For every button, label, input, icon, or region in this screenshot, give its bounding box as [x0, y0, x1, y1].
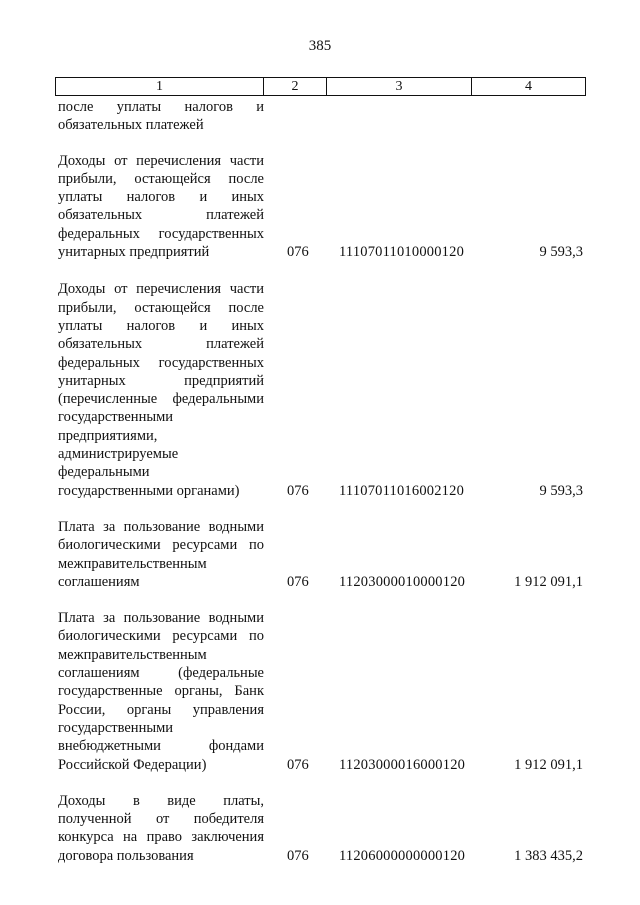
admin-code: 076	[287, 482, 309, 499]
header-col-2: 2	[264, 78, 327, 95]
description-line: Плата за пользование водными	[58, 518, 264, 535]
description-line: обязательных платежей	[58, 117, 204, 134]
amount-value: 9 593,3	[539, 244, 583, 261]
table-header	[55, 77, 586, 96]
admin-code: 076	[287, 244, 309, 261]
description-line: биологическими ресурсами по	[58, 628, 264, 645]
description-line: уплаты налогов и иных	[58, 189, 264, 206]
description-line: прибыли, остающейся после	[58, 299, 264, 316]
description-line: уплаты налогов и иных	[58, 317, 264, 334]
description-line: государственными	[58, 719, 174, 736]
row-description	[58, 280, 264, 500]
table-row	[0, 280, 640, 500]
description-line: соглашениям	[58, 573, 140, 590]
description-line: государственные органы, Банк	[58, 683, 264, 700]
budget-classification-code: 11107011016002120	[339, 482, 465, 499]
admin-code: 076	[287, 573, 309, 590]
header-col-3: 3	[327, 78, 472, 95]
description-line: федеральных государственных	[58, 354, 264, 371]
description-line: унитарных предприятий	[58, 244, 210, 261]
description-line: Плата за пользование водными	[58, 610, 264, 627]
description-line: федеральными	[58, 464, 150, 481]
header-col-4: 4	[525, 78, 532, 94]
description-line: администрируемые	[58, 446, 179, 463]
budget-classification-code: 11203000016000120	[339, 756, 466, 773]
description-line: федеральных государственных	[58, 225, 264, 242]
description-line: предприятиями,	[58, 427, 158, 444]
table-body	[0, 98, 640, 865]
table-row	[0, 152, 640, 262]
description-line: государственными	[58, 409, 174, 426]
description-line: полученной от победителя	[58, 811, 264, 828]
amount-value: 1 912 091,1	[514, 573, 583, 590]
table-row	[0, 792, 640, 865]
budget-classification-code: 11206000000000120	[339, 847, 466, 864]
description-line: обязательных платежей	[58, 336, 264, 353]
table-row	[0, 609, 640, 774]
table-row	[0, 518, 640, 591]
row-description	[58, 98, 264, 135]
header-col-1: 1	[56, 78, 264, 95]
description-line: после уплаты налогов и	[58, 99, 264, 115]
description-line: прибыли, остающейся после	[58, 170, 264, 187]
description-line: Доходы в виде платы,	[58, 792, 264, 809]
row-description	[58, 609, 264, 774]
description-line: межправительственным	[58, 646, 207, 663]
admin-code: 076	[287, 847, 309, 864]
row-description	[58, 152, 264, 262]
description-line: межправительственным	[58, 555, 207, 572]
description-line: России, органы управления	[58, 701, 264, 718]
budget-classification-code: 11107011010000120	[339, 244, 465, 261]
row-description	[58, 792, 264, 865]
description-line: соглашениям (федеральные	[58, 665, 264, 682]
description-line: биологическими ресурсами по	[58, 537, 264, 554]
description-line: договора пользования	[58, 847, 194, 864]
description-line: государственными органами)	[58, 482, 240, 499]
description-line: обязательных платежей	[58, 207, 264, 224]
description-line: конкурса на право заключения	[58, 829, 264, 846]
row-description	[58, 518, 264, 591]
description-line: Доходы от перечисления части	[58, 281, 264, 298]
amount-value: 1 912 091,1	[514, 756, 583, 773]
amount-value: 9 593,3	[539, 482, 583, 499]
description-line: (перечисленные федеральными	[58, 391, 264, 408]
page-number: 385	[308, 38, 332, 54]
table-row	[0, 98, 640, 135]
description-line: Доходы от перечисления части	[58, 152, 264, 169]
amount-value: 1 383 435,2	[514, 847, 583, 864]
description-line: Российской Федерации)	[58, 756, 207, 773]
budget-classification-code: 11203000010000120	[339, 573, 466, 590]
admin-code: 076	[287, 756, 309, 773]
description-line: внебюджетными фондами	[58, 738, 264, 755]
description-line: унитарных предприятий	[58, 372, 264, 389]
